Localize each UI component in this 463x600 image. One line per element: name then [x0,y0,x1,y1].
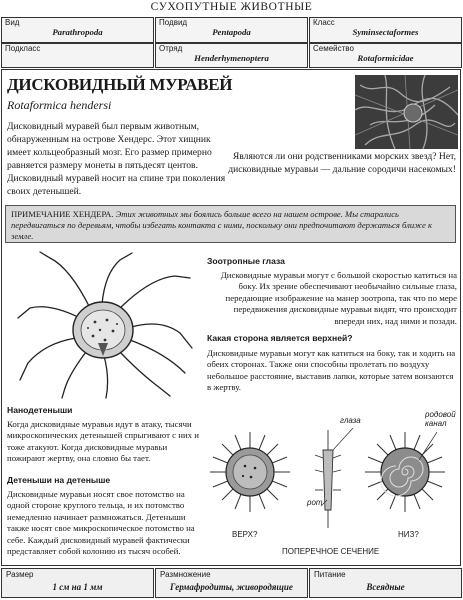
taxonomy-value: Syminsectaformes [352,27,419,37]
page-header: СУХОПУТНЫЕ ЖИВОТНЫЕ [150,1,313,13]
section-text-young: Когда дисковидные муравьи идут в атаку, тысячи микроскопических детенышей спрыгивают с них и тоже атакуют. Когда дисковидные муравьи пожирают жертву, она словно бы тает. [7,419,199,464]
taxonomy-cell-subspecies [155,17,308,43]
taxonomy-cell-family [309,43,462,68]
footer-label: Размер [6,570,34,579]
latin-name: Rotaformica hendersi [7,98,112,112]
taxonomy-value: Rotaformicidae [357,53,414,63]
section-text-side: Дисковидные муравьи могут как катиться на боку, так и ходить на обеих сторонах. Также они способны пролетать по воздуху небольшое расстояние, выставив лапки, которые затем вонзаются в жертву. [207,348,456,393]
hender-note [5,205,456,243]
section-title-board: Детеныши на детеныше [7,475,111,485]
taxonomy-value: Parathropoda [52,27,103,37]
taxonomy-label: Семейство [313,44,354,53]
label-eyes: глаза [340,416,361,425]
taxonomy-label: Класс [313,18,335,27]
taxonomy-value: Pentapoda [212,27,251,37]
creature-illustration [10,248,200,400]
label-bottom: НИЗ? [398,530,419,539]
label-mouth: рот [307,498,323,507]
label-cross-section: ПОПЕРЕЧНОЕ СЕЧЕНИЕ [282,547,380,556]
footer-value: Всеядные [366,582,405,592]
section-title-side: Какая сторона является верхней? [207,333,353,343]
label-canal: родовой канал [425,410,456,428]
creature-photo [355,75,458,149]
intro-paragraph: Дисковидный муравей был первым животным, обнаруженным на острове Хендерс. Этот хищник имеет кольцеобразный мозг. Его размер примерно равняется размеру монеты в пятьдесят центов. Дисковидный муравей носит на спине три поколения своих детенышей. [7,121,226,197]
taxonomy-cell-species [1,17,154,43]
section-text-board: Дисковидные муравьи носят свое потомство на одной стороне круглого тельца, и их потомство немедленно начинает размножаться. Детеныши также носят свое микроскопическое потомство на себе. Каждый дисковидный муравей фактически представляет собой колонию из тысяч особей. [7,489,195,557]
section-title-young: Нанодетеныши [7,405,73,415]
taxonomy-cell-subclass [1,43,154,68]
taxonomy-label: Подвид [159,18,188,27]
page-title: ДИСКОВИДНЫЙ МУРАВЕЙ [7,75,233,94]
taxonomy-cell-class [309,17,462,43]
label-top: ВЕРХ? [232,530,258,539]
taxonomy-label: Подкласс [5,44,41,53]
footer-value: Гермафродиты, живородящие [170,582,293,592]
section-title-eyes: Зоотропные глаза [207,256,285,266]
note-label: ПРИМЕЧАНИЕ ХЕНДЕРА. [11,209,114,219]
footer-cell-diet [309,568,462,598]
taxonomy-label: Вид [5,18,20,27]
footer-label: Питание [314,570,346,579]
note-text: Этих животных мы боялись больше всего на нашем острове. Мы старались передвигаться по деревьям, чтобы избегать контакта с ними, поскольку они предпочитают держаться ближе к земле. [11,209,433,241]
footer-cell-size [1,568,154,598]
taxonomy-value: Henderhymenoptera [194,53,269,63]
footer-label: Размножение [160,570,211,579]
taxonomy-label: Отряд [159,44,183,53]
question-paragraph: Являются ли они родственниками морских звезд? Нет, дисковидные муравьи — дальние сородичи насекомых! [228,151,456,175]
footer-value: 1 см на 1 мм [52,582,103,592]
section-text-eyes: Дисковидные муравьи могут с большой скоростью катиться на боку. Их зрение обеспечивают необычайно сильные глаза, передающие изображение на манер зоотропа, так что по мере передвижения дисковидные муравьи видят, что происходит впереди них, над ними и позади. [220,270,457,326]
taxonomy-cell-order [155,43,308,68]
footer-cell-reproduction [155,568,308,598]
